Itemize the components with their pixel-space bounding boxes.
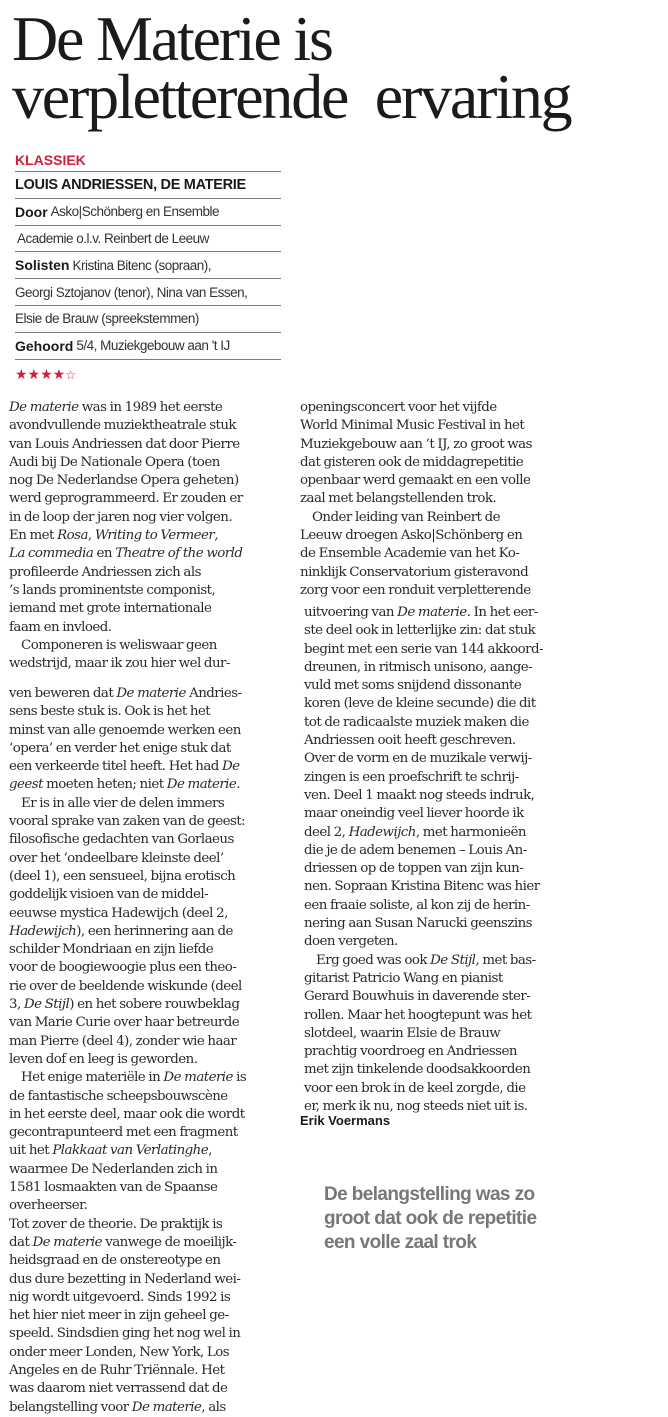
text-segment: voor de boogiewoogie plus een theo- (9, 960, 237, 976)
text-segment: Andriessen ooit heeft geschreven. (304, 733, 516, 749)
text-segment: waarmee De Nederlanden zich in (9, 1161, 218, 1177)
gehoord-value: 5/4, Muziekgebouw aan 't IJ (76, 338, 230, 354)
text-segment: speeld. Sindsdien ging het nog wel in (9, 1326, 241, 1342)
text-segment: zorg voor een ronduit verpletterende (300, 582, 531, 598)
article-line (9, 850, 291, 868)
article-line (304, 750, 594, 768)
text-segment: schilder Mondriaan en zijn liefde (9, 942, 214, 958)
text-segment: En met (9, 528, 58, 544)
star-rating (15, 367, 76, 383)
article-line (9, 527, 291, 545)
article-line (9, 722, 291, 740)
article-line (304, 897, 594, 915)
text-segment: prachtig voordroeg en Andriessen (304, 1044, 517, 1060)
solisten-row (15, 252, 281, 279)
text-segment: zaal met belangstellenden trok. (300, 491, 497, 507)
text-segment: Componeren is weliswaar geen (21, 637, 217, 653)
door-row-continued (15, 226, 281, 253)
italic-title: De materie (9, 400, 79, 415)
article-line (300, 564, 590, 582)
text-segment: maar oneindig veel liever hoorde ik (304, 806, 524, 822)
text-segment: Gerard Bouwhuis in daverende ster- (304, 989, 531, 1005)
article-line (9, 776, 291, 794)
article-line (304, 952, 594, 970)
text-segment: koren (leve de kleine secunde) die dit (304, 696, 536, 712)
article-line (9, 1252, 291, 1270)
pull-quote (324, 1183, 624, 1255)
italic-title: De materie (131, 1399, 202, 1415)
text-segment: minst van alle genoemde werken een (9, 722, 241, 738)
door-label: Door (15, 203, 48, 220)
text-segment: ), een herinnering aan de (76, 923, 233, 939)
italic-title: De materie (32, 1234, 103, 1250)
article-line (9, 959, 291, 977)
article-line (9, 1069, 291, 1087)
article-line (9, 831, 291, 849)
text-segment: (deel 1), een sensueel, bijna erotisch (9, 868, 236, 884)
text-segment: wedstrijd, maar ik zou hier wel dur- (9, 656, 230, 672)
article-line (304, 824, 594, 842)
text-segment: Erg goed was ook (316, 952, 431, 968)
text-segment: een verkeerde titel heeft. Het had (9, 759, 222, 775)
italic-title: Writing to Vermeer (94, 528, 215, 544)
italic-title: La commedia (9, 546, 94, 562)
text-segment: heidsgraad en de onstereotype en (9, 1253, 221, 1269)
article-line (304, 695, 594, 713)
text-segment: Andries- (185, 686, 242, 701)
text-segment: nig wordt uitgevoerd. Sinds 1992 is (9, 1289, 231, 1305)
text-segment: , (87, 528, 95, 544)
text-segment: Tot zover de theorie. De praktijk is (9, 1216, 223, 1232)
text-segment: dreunen, in ritmisch unisono, aange- (304, 659, 533, 675)
article-line (304, 659, 594, 677)
text-segment: Het enige materiële in (21, 1070, 164, 1086)
text-segment: zingen is een proefschrift te schrij- (304, 769, 519, 785)
italic-title: De materie (163, 1070, 233, 1086)
article-line (304, 769, 594, 787)
text-segment: is (232, 1070, 247, 1086)
text-segment: ‘opera’ en verder het enige stuk dat (9, 740, 231, 756)
text-segment: , met bas- (475, 952, 536, 968)
text-segment: slotdeel, waarin Elsie de Brauw (304, 1025, 501, 1041)
article-line (9, 685, 291, 703)
article-line (304, 933, 594, 951)
text-segment: nen. Sopraan Kristina Bitenc was hier (304, 879, 540, 895)
article-line (304, 1043, 594, 1061)
article-line (9, 1362, 291, 1380)
article-line (300, 454, 590, 472)
text-segment: dat (9, 1234, 33, 1250)
text-segment: dus dure bezetting in Nederland wei- (9, 1271, 241, 1287)
italic-title: De materie (116, 686, 186, 701)
article-line (9, 1307, 291, 1325)
solisten-value-continued-1: Georgi Sztojanov (tenor), Nina van Essen, (15, 284, 248, 300)
text-segment: in de loop der jaren nog vier volgen. (9, 509, 233, 525)
article-line (9, 1344, 291, 1362)
article-line (9, 1014, 291, 1032)
text-segment: . In het eer- (466, 605, 538, 620)
text-segment: Angeles en de Ruhr Triënnale. Het (9, 1362, 225, 1378)
text-segment: , als (201, 1399, 226, 1415)
article-line (304, 677, 594, 695)
article-line (9, 1234, 291, 1252)
article-line (9, 545, 291, 563)
italic-title: Plakkaat van Verlatinghe (52, 1143, 209, 1159)
gehoord-row (15, 333, 281, 360)
text-segment: 1581 losmaakten van de Spaanse (9, 1180, 218, 1196)
italic-title: De (222, 759, 240, 775)
article-line (304, 787, 594, 805)
article-line (9, 886, 291, 904)
article-line (304, 604, 594, 622)
article-line (9, 923, 291, 941)
article-line (304, 970, 594, 988)
text-segment: met zijn tinkelende doodsakkoorden (304, 1062, 531, 1078)
solisten-value: Kristina Bitenc (sopraan), (72, 257, 212, 273)
article-line (304, 641, 594, 659)
text-segment: goddelijk visioen van de middel- (9, 887, 209, 903)
text-segment: er, merk ik nu, nog steeds niet uit is. (304, 1099, 528, 1115)
article-line (9, 1271, 291, 1289)
text-segment: en (93, 546, 116, 562)
text-segment: doen vergeten. (304, 934, 398, 950)
text-segment: eeuwse mystica Hadewijch (deel 2, (9, 905, 228, 921)
text-segment: Muziekgebouw aan ’t IJ, zo groot was (300, 436, 532, 452)
gehoord-label: Gehoord (15, 337, 74, 354)
article-column-1a (9, 399, 291, 673)
text-segment: ven. Deel 1 maakt nog steeds indruk, (304, 787, 535, 803)
text-segment: ste deel ook in letterlijke zin: dat stuk (304, 623, 536, 639)
article-line (9, 1161, 291, 1179)
text-segment: vanwege de moeilijk- (102, 1234, 237, 1250)
article-line (304, 805, 594, 823)
article-line (9, 703, 291, 721)
text-segment: uit het (9, 1143, 53, 1159)
solisten-row-continued-2 (15, 306, 281, 333)
text-segment: ninklijk Conservatorium gisteravond (300, 564, 529, 580)
pull-quote-line-1: De belangstelling was zo (324, 1184, 535, 1205)
solisten-row-continued-1 (15, 279, 281, 306)
text-segment: Er is in alle vier de delen immers (21, 795, 225, 811)
text-segment: een fraaie soliste, al kon zij de herin- (304, 897, 530, 913)
article-line (9, 978, 291, 996)
text-segment: van Louis Andriessen dat door Pierre (9, 436, 240, 452)
door-value-continued: Academie o.l.v. Reinbert de Leeuw (17, 230, 209, 246)
text-segment: dat gisteren ook de middagrepetitie (300, 454, 524, 470)
article-line (300, 417, 590, 435)
article-line (300, 509, 590, 527)
article-line (304, 988, 594, 1006)
article-line (300, 399, 590, 417)
text-segment: faam en invloed. (9, 619, 112, 635)
text-segment: deel 2, (304, 824, 349, 840)
star-filled-icon: ★★★★ (15, 367, 66, 383)
text-segment: de fantastische scheepsbouwscène (9, 1088, 228, 1104)
article-line (9, 1142, 291, 1160)
article-line (9, 1325, 291, 1343)
article-line (9, 1289, 291, 1307)
article-line (9, 436, 291, 454)
text-segment: de Ensemble Academie van het Ko- (300, 546, 520, 562)
text-segment: van Marie Curie over haar betreurde (9, 1015, 240, 1031)
text-segment: ven beweren dat (9, 686, 117, 701)
text-segment: over het ‘ondeelbare kleinste deel’ (9, 850, 224, 866)
italic-title: De materie (397, 605, 467, 620)
article-line (9, 905, 291, 923)
article-line (9, 472, 291, 490)
article-line (300, 582, 590, 600)
article-line (9, 564, 291, 582)
article-line (9, 1380, 291, 1398)
text-segment: was daarom niet verrassend dat de (9, 1381, 228, 1397)
article-line (9, 490, 291, 508)
article-line (9, 454, 291, 472)
article-line (9, 941, 291, 959)
article-line (9, 868, 291, 886)
article-line (9, 1124, 291, 1142)
text-segment: begint met een serie van 144 akkoord- (304, 641, 543, 657)
article-line (304, 732, 594, 750)
door-row (15, 199, 281, 226)
door-value: Asko|Schönberg en Ensemble (50, 204, 220, 220)
text-segment: . (236, 777, 241, 793)
article-line (9, 1051, 291, 1069)
text-segment: , (214, 528, 219, 544)
text-segment: ’s lands prominentste componist, (9, 582, 216, 598)
text-segment: avondvullende muziektheatrale stuk (9, 418, 236, 434)
article-line (300, 436, 590, 454)
article-line (9, 1179, 291, 1197)
article-column-1b (9, 685, 291, 1417)
article-line (304, 915, 594, 933)
article-line (304, 1025, 594, 1043)
solisten-label: Solisten (15, 257, 70, 274)
italic-title: De Stijl (23, 997, 70, 1013)
article-line (304, 842, 594, 860)
text-segment: nering aan Susan Narucki geenszins (304, 916, 532, 932)
text-segment: , met harmonieën (415, 824, 526, 840)
article-column-2b (304, 604, 594, 1116)
italic-title: De materie (166, 777, 237, 793)
review-info-box (15, 148, 281, 360)
headline-line-1: De Materie is (12, 3, 332, 74)
text-segment: iemand met grote internationale (9, 601, 212, 617)
text-segment: filosofische gedachten van Gorlaeus (9, 832, 234, 848)
article-line (300, 545, 590, 563)
text-segment: in het eerste deel, maar ook die wordt (9, 1106, 245, 1122)
text-segment: driessen op de toppen van zijn kun- (304, 861, 524, 877)
category-label: KLASSIEK (15, 151, 86, 168)
text-segment: rollen. Maar het hoogtepunt was het (304, 1007, 532, 1023)
text-segment: uitvoering van (304, 605, 398, 620)
text-segment: gitarist Patricio Wang en pianist (304, 970, 503, 986)
text-segment: het hier niet meer in zijn geheel ge- (9, 1308, 229, 1324)
italic-title: Theatre of the world (115, 546, 243, 562)
text-segment: voor een brok in de keel zorgde, die (304, 1080, 526, 1096)
article-line (304, 1061, 594, 1079)
article-line (9, 1088, 291, 1106)
text-segment: die je de adem benemen – Louis An- (304, 842, 527, 858)
article-line (300, 472, 590, 490)
article-line (300, 490, 590, 508)
text-segment: was in 1989 het eerste (78, 400, 223, 415)
italic-title: De Stijl (430, 952, 476, 968)
article-line (304, 1080, 594, 1098)
text-segment: vuld met soms snijdend dissonante (304, 678, 522, 694)
work-title: LOUIS ANDRIESSEN, DE MATERIE (15, 176, 246, 193)
text-segment: , (208, 1143, 212, 1159)
article-line (9, 619, 291, 637)
text-segment: openingsconcert voor het vijfde (300, 400, 497, 415)
article-line (9, 996, 291, 1014)
text-segment: Leeuw droegen Asko|Schönberg en (300, 528, 523, 544)
article-line (9, 740, 291, 758)
text-segment: sens beste stuk is. Ook is het het (9, 704, 211, 720)
pull-quote-line-3: een volle zaal trok (324, 1232, 477, 1253)
article-column-2a (300, 399, 590, 600)
text-segment: belangstelling voor (9, 1399, 132, 1415)
text-segment: overheerser. (9, 1198, 88, 1214)
text-segment: leven dof en leeg is geworden. (9, 1051, 198, 1067)
article-line (9, 1106, 291, 1124)
text-segment: tot de radicaalste muziek maken die (304, 714, 529, 730)
text-segment: rie over de beeldende wiskunde (deel (9, 978, 242, 994)
article-line (9, 600, 291, 618)
text-segment: 3, (9, 997, 24, 1013)
text-segment: werd geprogrammeerd. Er zouden er (9, 491, 243, 507)
article-line (304, 622, 594, 640)
work-title-row (15, 172, 281, 199)
article-line (9, 582, 291, 600)
article-line (9, 1216, 291, 1234)
star-empty-icon: ☆ (65, 368, 76, 382)
text-segment: openbaar werd gemaakt en een volle (300, 473, 531, 489)
text-segment: onder meer Londen, New York, Los (9, 1344, 230, 1360)
headline-line-2: verpletterende ervaring (12, 61, 571, 132)
text-segment: World Minimal Music Festival in het (300, 418, 525, 434)
italic-title: Hadewijch (9, 923, 77, 939)
text-segment: profileerde Andriessen zich als (9, 564, 201, 580)
text-segment: gecontrapunteerd met een fragment (9, 1125, 238, 1141)
italic-title: geest (9, 777, 43, 793)
author-byline: Erik Voermans (300, 1113, 391, 1128)
article-line (304, 714, 594, 732)
solisten-value-continued-2: Elsie de Brauw (spreekstemmen) (15, 311, 199, 327)
text-segment: moeten heten; niet (42, 777, 167, 793)
article-line (9, 813, 291, 831)
italic-title: Hadewijch (348, 824, 416, 840)
article-line (300, 527, 590, 545)
text-segment: man Pierre (deel 4), zonder wie haar (9, 1033, 237, 1049)
text-segment: ) en het sobere rouwbeklag (69, 997, 240, 1013)
article-line (9, 637, 291, 655)
article-line (9, 1033, 291, 1051)
text-segment: Over de vorm en de muzikale verwij- (304, 751, 532, 767)
article-line (9, 758, 291, 776)
article-line (9, 795, 291, 813)
text-segment: Onder leiding van Reinbert de (312, 509, 500, 525)
text-segment: nog De Nederlandse Opera geheten) (9, 473, 239, 489)
article-line (9, 417, 291, 435)
article-line (9, 1399, 291, 1417)
article-line (304, 1007, 594, 1025)
article-line (9, 1197, 291, 1215)
article-line (9, 399, 291, 417)
text-segment: Audi bij De Nationale Opera (toen (9, 454, 220, 470)
italic-title: Rosa (57, 528, 88, 544)
pull-quote-line-2: groot dat ook de repetitie (324, 1208, 537, 1229)
article-line (304, 860, 594, 878)
article-line (304, 878, 594, 896)
category-row (15, 148, 281, 172)
article-line (9, 509, 291, 527)
text-segment: vooral sprake van zaken van de geest: (9, 814, 246, 830)
article-line (9, 655, 291, 673)
